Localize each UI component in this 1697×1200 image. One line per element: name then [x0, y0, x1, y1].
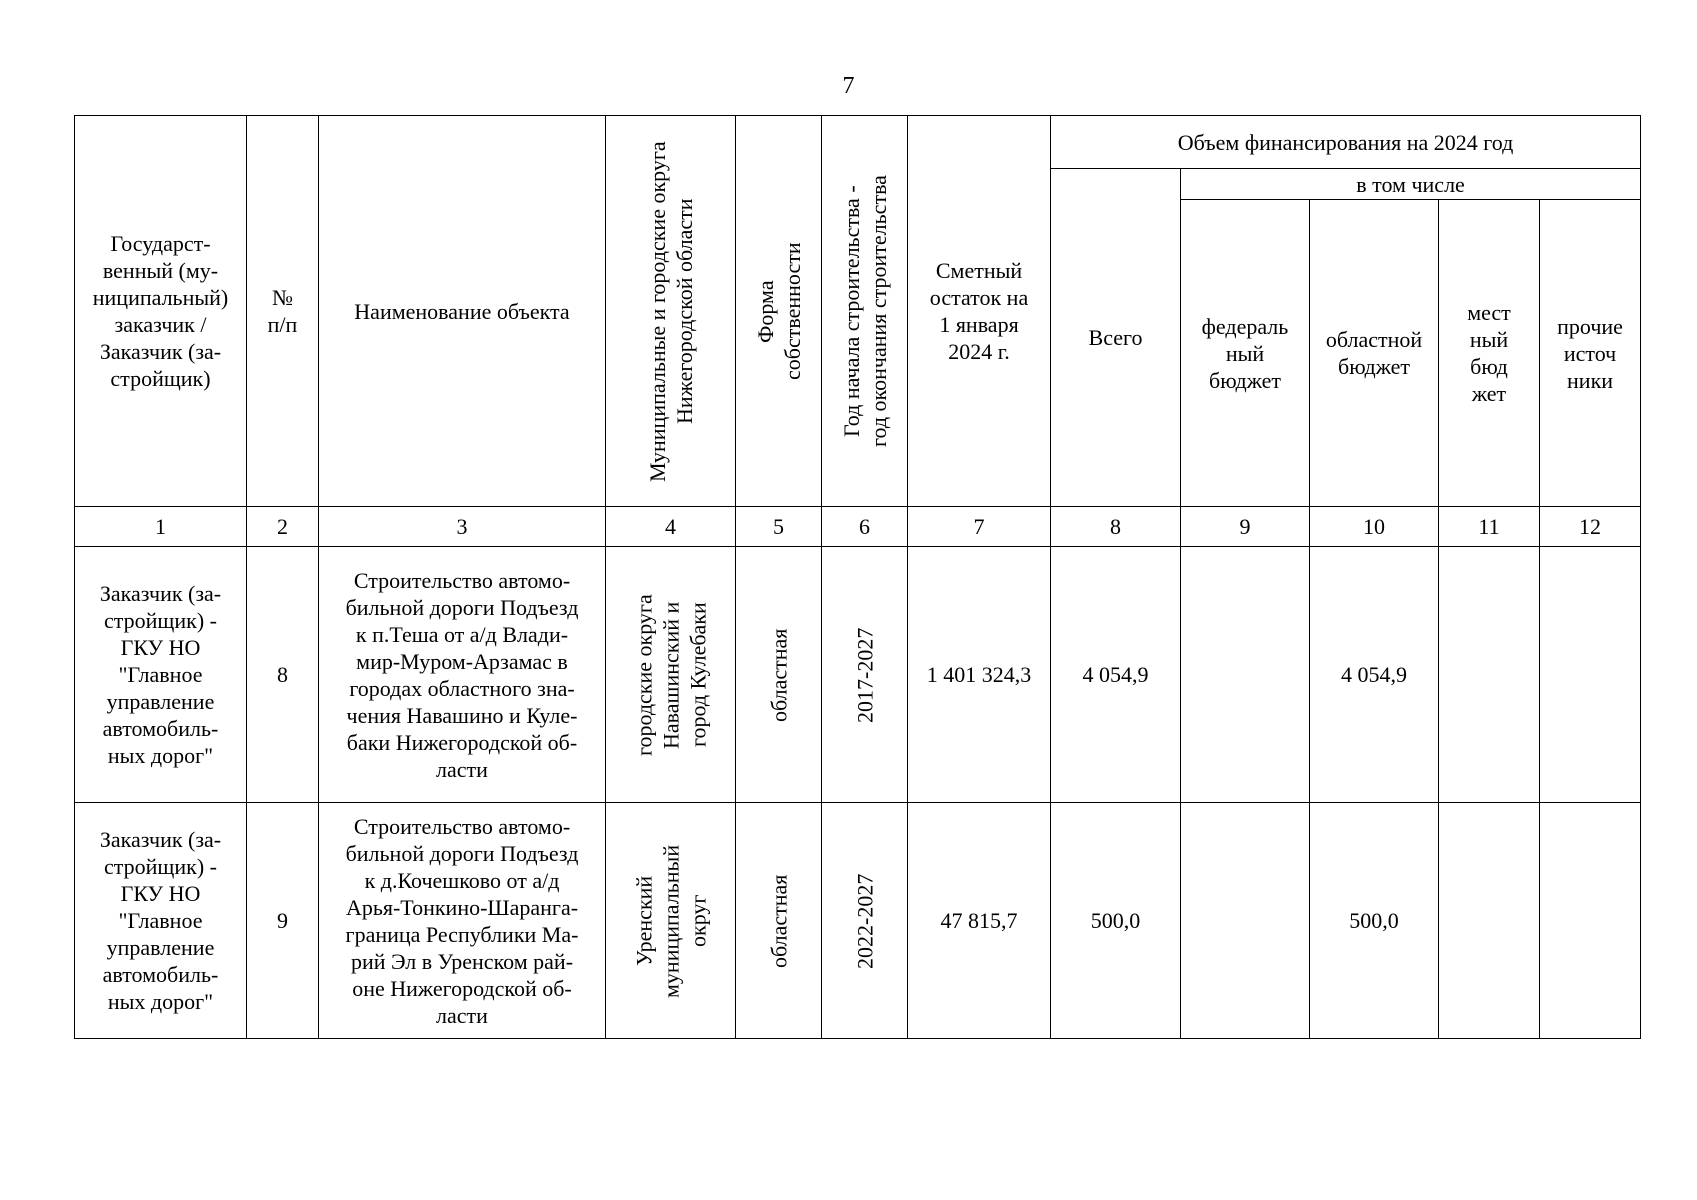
- cell-balance: 1 401 324,3: [908, 547, 1051, 803]
- header-number: № п/п: [247, 116, 319, 507]
- cell-federal: [1181, 803, 1310, 1039]
- header-municipalities: Муниципальные и городские округа Нижегородской области: [606, 116, 736, 507]
- cell-regional: 500,0: [1310, 803, 1439, 1039]
- column-number: 7: [908, 507, 1051, 547]
- column-number: 1: [75, 507, 247, 547]
- column-number: 8: [1051, 507, 1181, 547]
- header-other: прочие источ ники: [1540, 200, 1641, 507]
- page-number: 7: [842, 73, 855, 99]
- header-local: мест ный бюд жет: [1439, 200, 1540, 507]
- cell-total: 500,0: [1051, 803, 1181, 1039]
- cell-customer: Заказчик (за- стройщик) - ГКУ НО "Главное управление автомобиль- ных дорог": [75, 803, 247, 1039]
- cell-object-name: Строительство автомо- бильной дороги Подъезд к д.Кочешково от а/д Арья-Тонкино-Шаранга- граница Республики Ма- рий Эл в Уренском рай- оне Нижегородской об- ласти: [319, 803, 606, 1039]
- header-object-name: Наименование объекта: [319, 116, 606, 507]
- column-number-row: [75, 507, 1641, 547]
- header-including: в том числе: [1181, 169, 1641, 200]
- cell-other: [1540, 803, 1641, 1039]
- cell-ownership: областная: [736, 547, 822, 803]
- header-regional: областной бюджет: [1310, 200, 1439, 507]
- column-number: 10: [1310, 507, 1439, 547]
- cell-ownership: областная: [736, 803, 822, 1039]
- column-number: 3: [319, 507, 606, 547]
- cell-customer: Заказчик (за- стройщик) - ГКУ НО "Главное управление автомобиль- ных дорог": [75, 547, 247, 803]
- header-total: Всего: [1051, 169, 1181, 507]
- cell-municipality: Уренский муниципальный округ: [606, 803, 736, 1039]
- header-years: Год начала строительства - год окончания строительства: [822, 116, 908, 507]
- cell-total: 4 054,9: [1051, 547, 1181, 803]
- construction-financing-table: [74, 115, 1641, 1039]
- header-balance: Сметный остаток на 1 января 2024 г.: [908, 116, 1051, 507]
- header-federal: федераль ный бюджет: [1181, 200, 1310, 507]
- cell-number: 9: [247, 803, 319, 1039]
- cell-years: 2022-2027: [822, 803, 908, 1039]
- cell-federal: [1181, 547, 1310, 803]
- column-number: 4: [606, 507, 736, 547]
- column-number: 6: [822, 507, 908, 547]
- cell-balance: 47 815,7: [908, 803, 1051, 1039]
- table-row: [75, 547, 1641, 803]
- cell-years: 2017-2027: [822, 547, 908, 803]
- header-customer: Государст- венный (му- ниципальный) заказчик / Заказчик (за- стройщик): [75, 116, 247, 507]
- table-row: [75, 803, 1641, 1039]
- header-ownership: Форма собственности: [736, 116, 822, 507]
- column-number: 9: [1181, 507, 1310, 547]
- header-financing: Объем финансирования на 2024 год: [1051, 116, 1641, 169]
- cell-regional: 4 054,9: [1310, 547, 1439, 803]
- cell-other: [1540, 547, 1641, 803]
- cell-number: 8: [247, 547, 319, 803]
- column-number: 12: [1540, 507, 1641, 547]
- column-number: 2: [247, 507, 319, 547]
- cell-object-name: Строительство автомо- бильной дороги Подъезд к п.Теша от а/д Влади- мир-Муром-Арзамас в городах областного зна- чения Навашино и Куле- баки Нижегородской об- ласти: [319, 547, 606, 803]
- cell-local: [1439, 547, 1540, 803]
- header-row-top: [75, 116, 1641, 169]
- cell-local: [1439, 803, 1540, 1039]
- column-number: 5: [736, 507, 822, 547]
- cell-municipality: городские округа Навашинский и город Кулебаки: [606, 547, 736, 803]
- column-number: 11: [1439, 507, 1540, 547]
